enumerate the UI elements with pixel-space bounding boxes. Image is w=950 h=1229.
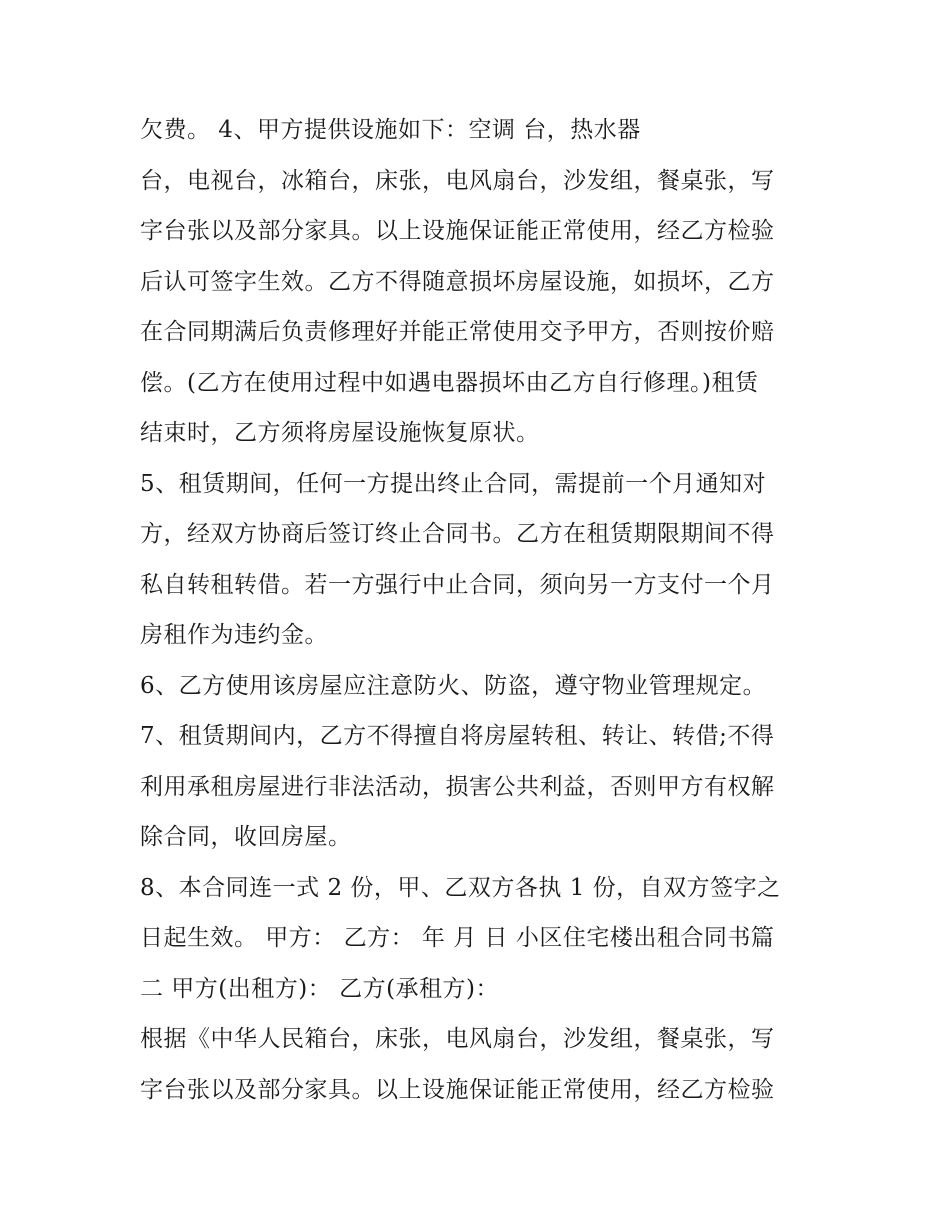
text-line: 字台张以及部分家具。以上设施保证能正常使用，经乙方检验: [140, 1077, 775, 1103]
text-line: 房租作为违约金。: [140, 622, 328, 648]
text-line: 日起生效。 甲方： 乙方： 年 月 日 小区住宅楼出租合同书篇: [140, 925, 775, 951]
text-line: 根据《中华人民箱台，床张，电风扇台，沙发组，餐桌张，写: [140, 1026, 775, 1052]
text-line: 7、租赁期间内，乙方不得擅自将房屋转租、转让、转借;不得: [140, 723, 775, 749]
text-line: 结束时，乙方须将房屋设施恢复原状。: [140, 420, 540, 446]
text-line: 偿。(乙方在使用过程中如遇电器损坏由乙方自行修理。)租赁: [140, 370, 759, 396]
text-line: 6、乙方使用该房屋应注意防火、防盗，遵守物业管理规定。: [140, 673, 767, 699]
text-line: 利用承租房屋进行非法活动，损害公共利益，否则甲方有权解: [140, 774, 775, 800]
text-line: 在合同期满后负责修理好并能正常使用交予甲方，否则按价赔: [140, 319, 775, 345]
text-line: 二 甲方(出租方)： 乙方(承租方)：: [140, 976, 500, 1002]
text-line: 除合同，收回房屋。: [140, 824, 352, 850]
text-line: 欠费。 4、甲方提供设施如下：空调 台，热水器: [140, 117, 641, 143]
text-line: 5、租赁期间，任何一方提出终止合同，需提前一个月通知对: [140, 471, 767, 497]
text-line: 后认可签字生效。乙方不得随意损坏房屋设施，如损坏，乙方: [140, 269, 775, 295]
text-line: 8、本合同连一式 2 份，甲、乙双方各执 1 份，自双方签字之: [140, 875, 781, 901]
text-line: 私自转租转借。若一方强行中止合同，须向另一方支付一个月: [140, 572, 775, 598]
text-line: 方，经双方协商后签订终止合同书。乙方在租赁期限期间不得: [140, 521, 775, 547]
text-line: 台，电视台，冰箱台，床张，电风扇台，沙发组，餐桌张，写: [140, 168, 775, 194]
text-line: 字台张以及部分家具。以上设施保证能正常使用，经乙方检验: [140, 218, 775, 244]
